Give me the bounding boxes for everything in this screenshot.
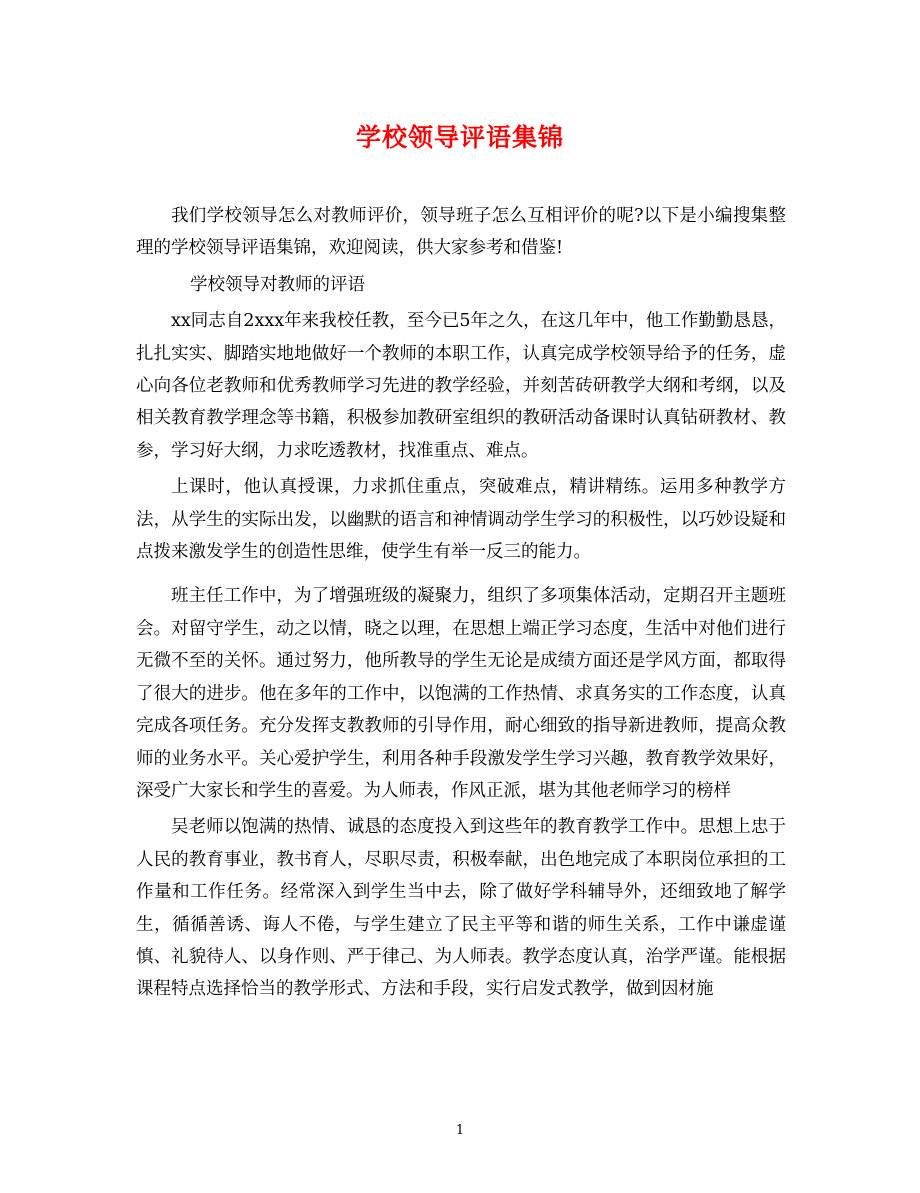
section-heading: 学校领导对教师的评语 xyxy=(190,274,365,295)
intro-paragraph: 我们学校领导怎么对教师评价，领导班子怎么互相评价的呢?以下是小编搜集整理的学校领导评语集锦，欢迎阅读，供大家参考和借鉴! xyxy=(136,206,786,259)
body-paragraph: 吴老师以饱满的热情、诚恳的态度投入到这些年的教育教学工作中。思想上忠于人民的教育事业，教书育人，尽职尽责，积极奉献，出色地完成了本职岗位承担的工作量和工作任务。经常深入到学生当中去，除了做好学科辅导外，还细致地了解学生，循循善诱、诲人不倦，与学生建立了民主平等和谐的师生关系，工作中谦虚谨慎、礼貌待人、以身作则、严于律己、为人师表。教学态度认真，治学严谨。能根据课程特点选择恰当的教学形式、方法和手段，实行启发式教学，做到因材施 xyxy=(136,817,786,1000)
body-paragraph: xx同志自2xxx年来我校任教，至今已5年之久，在这几年中，他工作勤勤恳恳，扎扎实实、脚踏实地地做好一个教师的本职工作，认真完成学校领导给予的任务，虚心向各位老教师和优秀教师学习先进的教学经验，并刻苦砖研教学大纲和考纲，以及相关教育教学理念等书籍，积极参加教研室组织的教研活动备课时认真钻研教材、教参，学习好大纲，力求吃透教材，找准重点、难点。 xyxy=(136,311,786,461)
document-title: 学校领导评语集锦 xyxy=(355,123,564,152)
body-paragraph: 上课时，他认真授课，力求抓住重点，突破难点，精讲精练。运用多种教学方法，从学生的实际出发，以幽默的语言和神情调动学生学习的积极性，以巧妙设疑和点拨来激发学生的创造性思维，使学生有举一反三的能力。 xyxy=(136,477,786,563)
page-number: 1 xyxy=(455,1123,465,1138)
document-body xyxy=(136,200,786,1006)
body-paragraph: 班主任工作中，为了增强班级的凝聚力，组织了多项集体活动，定期召开主题班会。对留守学生，动之以情，晓之以理，在思想上端正学习态度，生活中对他们进行无微不至的关怀。通过努力，他所教导的学生无论是成绩方面还是学风方面，都取得了很大的进步。他在多年的工作中，以饱满的工作热情、求真务实的工作态度，认真完成各项任务。充分发挥支教教师的引导作用，耐心细致的指导新进教师，提高众教师的业务水平。关心爱护学生，利用各种手段激发学生学习兴趣，教育教学效果好，深受广大家长和学生的喜爱。为人师表，作风正派，堪为其他老师学习的榜样 xyxy=(136,586,786,801)
